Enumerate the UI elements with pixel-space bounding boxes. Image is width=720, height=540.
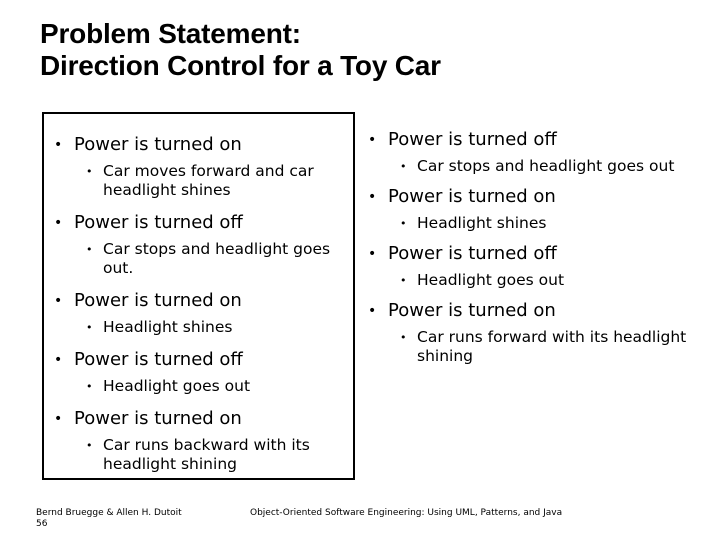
bullet-item xyxy=(368,243,688,265)
bullet-item xyxy=(54,408,350,430)
bullet-icon: • xyxy=(54,137,63,153)
footer-book-title: Object-Oriented Software Engineering: Using UML, Patterns, and Java xyxy=(250,508,563,518)
title-line-2: Direction Control for a Toy Car xyxy=(40,50,441,81)
sub-bullet-item xyxy=(54,377,350,396)
sub-bullet-item xyxy=(54,436,350,474)
bullet-icon: • xyxy=(54,352,63,368)
sub-bullet-text: Headlight goes out xyxy=(417,271,565,289)
bullet-item xyxy=(54,134,350,156)
bullet-item xyxy=(54,290,350,312)
bullet-text: Power is turned on xyxy=(388,300,556,321)
sub-bullet-item xyxy=(368,214,688,233)
bullet-icon: • xyxy=(54,293,63,309)
sub-bullet-item xyxy=(54,318,350,337)
sub-bullet-icon: • xyxy=(400,217,407,230)
right-bullet-list xyxy=(368,129,688,366)
title-line-1: Problem Statement: xyxy=(40,18,301,49)
footer-page-number: 56 xyxy=(36,519,48,529)
bullet-text: Power is turned off xyxy=(388,129,557,150)
sub-bullet-item xyxy=(54,162,350,200)
bullet-item xyxy=(368,186,688,208)
sub-bullet-text: Car runs forward with its headlight shining xyxy=(417,328,687,365)
sub-bullet-text: Car runs backward with its headlight shining xyxy=(103,436,310,473)
bullet-text: Power is turned on xyxy=(388,186,556,207)
bullet-icon: • xyxy=(368,303,377,319)
bullet-text: Power is turned on xyxy=(74,290,242,311)
sub-bullet-text: Headlight shines xyxy=(103,318,233,336)
sub-bullet-text: Headlight shines xyxy=(417,214,547,232)
slide-title xyxy=(40,18,441,82)
bullet-icon: • xyxy=(368,189,377,205)
sub-bullet-item xyxy=(368,157,688,176)
sub-bullet-icon: • xyxy=(86,439,93,452)
sub-bullet-icon: • xyxy=(400,274,407,287)
footer-authors: Bernd Bruegge & Allen H. Dutoit xyxy=(36,508,182,518)
sub-bullet-item xyxy=(368,271,688,290)
sub-bullet-item xyxy=(368,328,688,366)
sub-bullet-icon: • xyxy=(86,321,93,334)
bullet-text: Power is turned on xyxy=(74,134,242,155)
bullet-icon: • xyxy=(54,411,63,427)
footer-authors-block xyxy=(36,508,182,530)
bullet-text: Power is turned on xyxy=(74,408,242,429)
sub-bullet-text: Car moves forward and car headlight shines xyxy=(103,162,314,199)
sub-bullet-text: Headlight goes out xyxy=(103,377,251,395)
sub-bullet-icon: • xyxy=(400,331,407,344)
sub-bullet-icon: • xyxy=(86,380,93,393)
sub-bullet-text: Car stops and headlight goes out. xyxy=(103,240,331,277)
bullet-text: Power is turned off xyxy=(74,349,243,370)
bullet-text: Power is turned off xyxy=(74,212,243,233)
sub-bullet-icon: • xyxy=(86,243,93,256)
bullet-icon: • xyxy=(368,132,377,148)
bullet-item xyxy=(368,129,688,151)
bullet-text: Power is turned off xyxy=(388,243,557,264)
bullet-icon: • xyxy=(368,246,377,262)
bullet-item xyxy=(368,300,688,322)
left-bullet-list xyxy=(54,134,350,474)
sub-bullet-text: Car stops and headlight goes out xyxy=(417,157,675,175)
bullet-icon: • xyxy=(54,215,63,231)
sub-bullet-item xyxy=(54,240,350,278)
sub-bullet-icon: • xyxy=(400,160,407,173)
bullet-item xyxy=(54,349,350,371)
sub-bullet-icon: • xyxy=(86,165,93,178)
bullet-item xyxy=(54,212,350,234)
